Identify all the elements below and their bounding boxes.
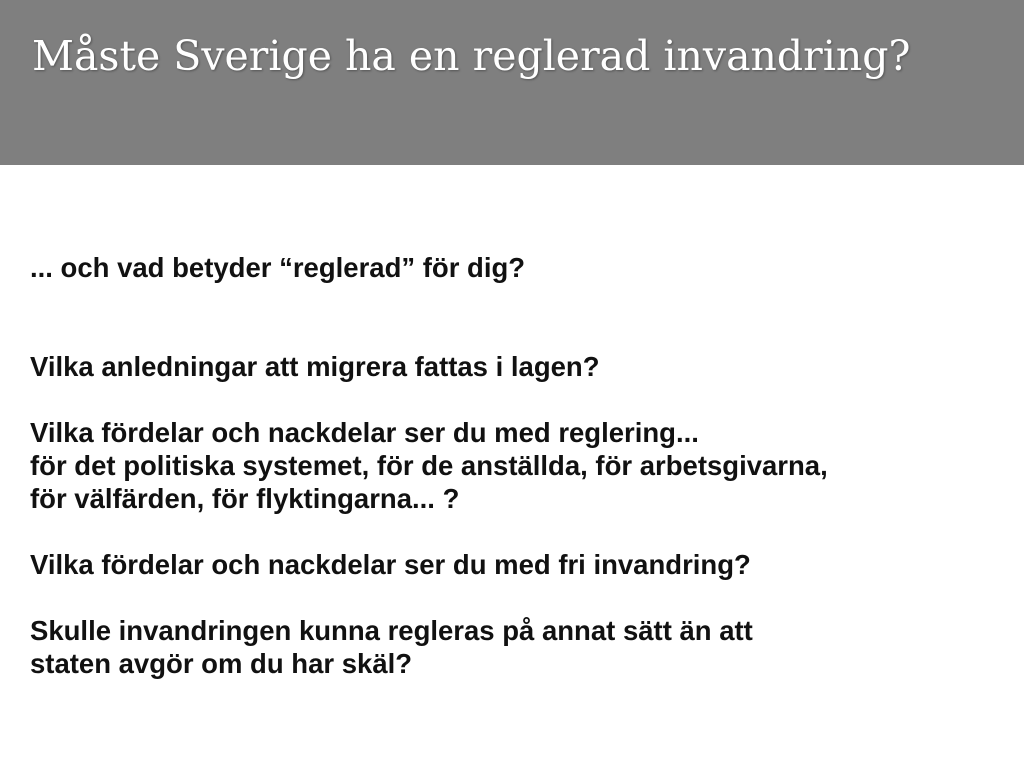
text-line: Vilka fördelar och nackdelar ser du med fri invandring? xyxy=(30,549,751,580)
slide-body xyxy=(30,251,1015,680)
spacer xyxy=(30,515,1015,548)
spacer xyxy=(30,284,1015,350)
spacer xyxy=(30,581,1015,614)
spacer xyxy=(30,383,1015,416)
text-line: staten avgör om du har skäl? xyxy=(30,648,413,679)
slide-title: Måste Sverige ha en reglerad invandring? xyxy=(32,32,911,80)
text-line: Skulle invandringen kunna regleras på annat sätt än att xyxy=(30,615,753,646)
question-free-immigration-pros-cons xyxy=(30,548,1015,581)
text-line: för välfärden, för flyktingarna... ? xyxy=(30,483,460,514)
slide-header xyxy=(0,0,1024,165)
question-migration-reasons xyxy=(30,350,1015,383)
question-regulation-pros-cons xyxy=(30,416,1015,515)
text-line: Vilka fördelar och nackdelar ser du med reglering... xyxy=(30,417,699,448)
text-line: för det politiska systemet, för de anställda, för arbetsgivarna, xyxy=(30,450,828,481)
text-line: Vilka anledningar att migrera fattas i lagen? xyxy=(30,351,600,382)
question-alternative-regulation xyxy=(30,614,1015,680)
question-reglerad-meaning xyxy=(30,251,1015,284)
text-line: ... och vad betyder “reglerad” för dig? xyxy=(30,252,526,283)
